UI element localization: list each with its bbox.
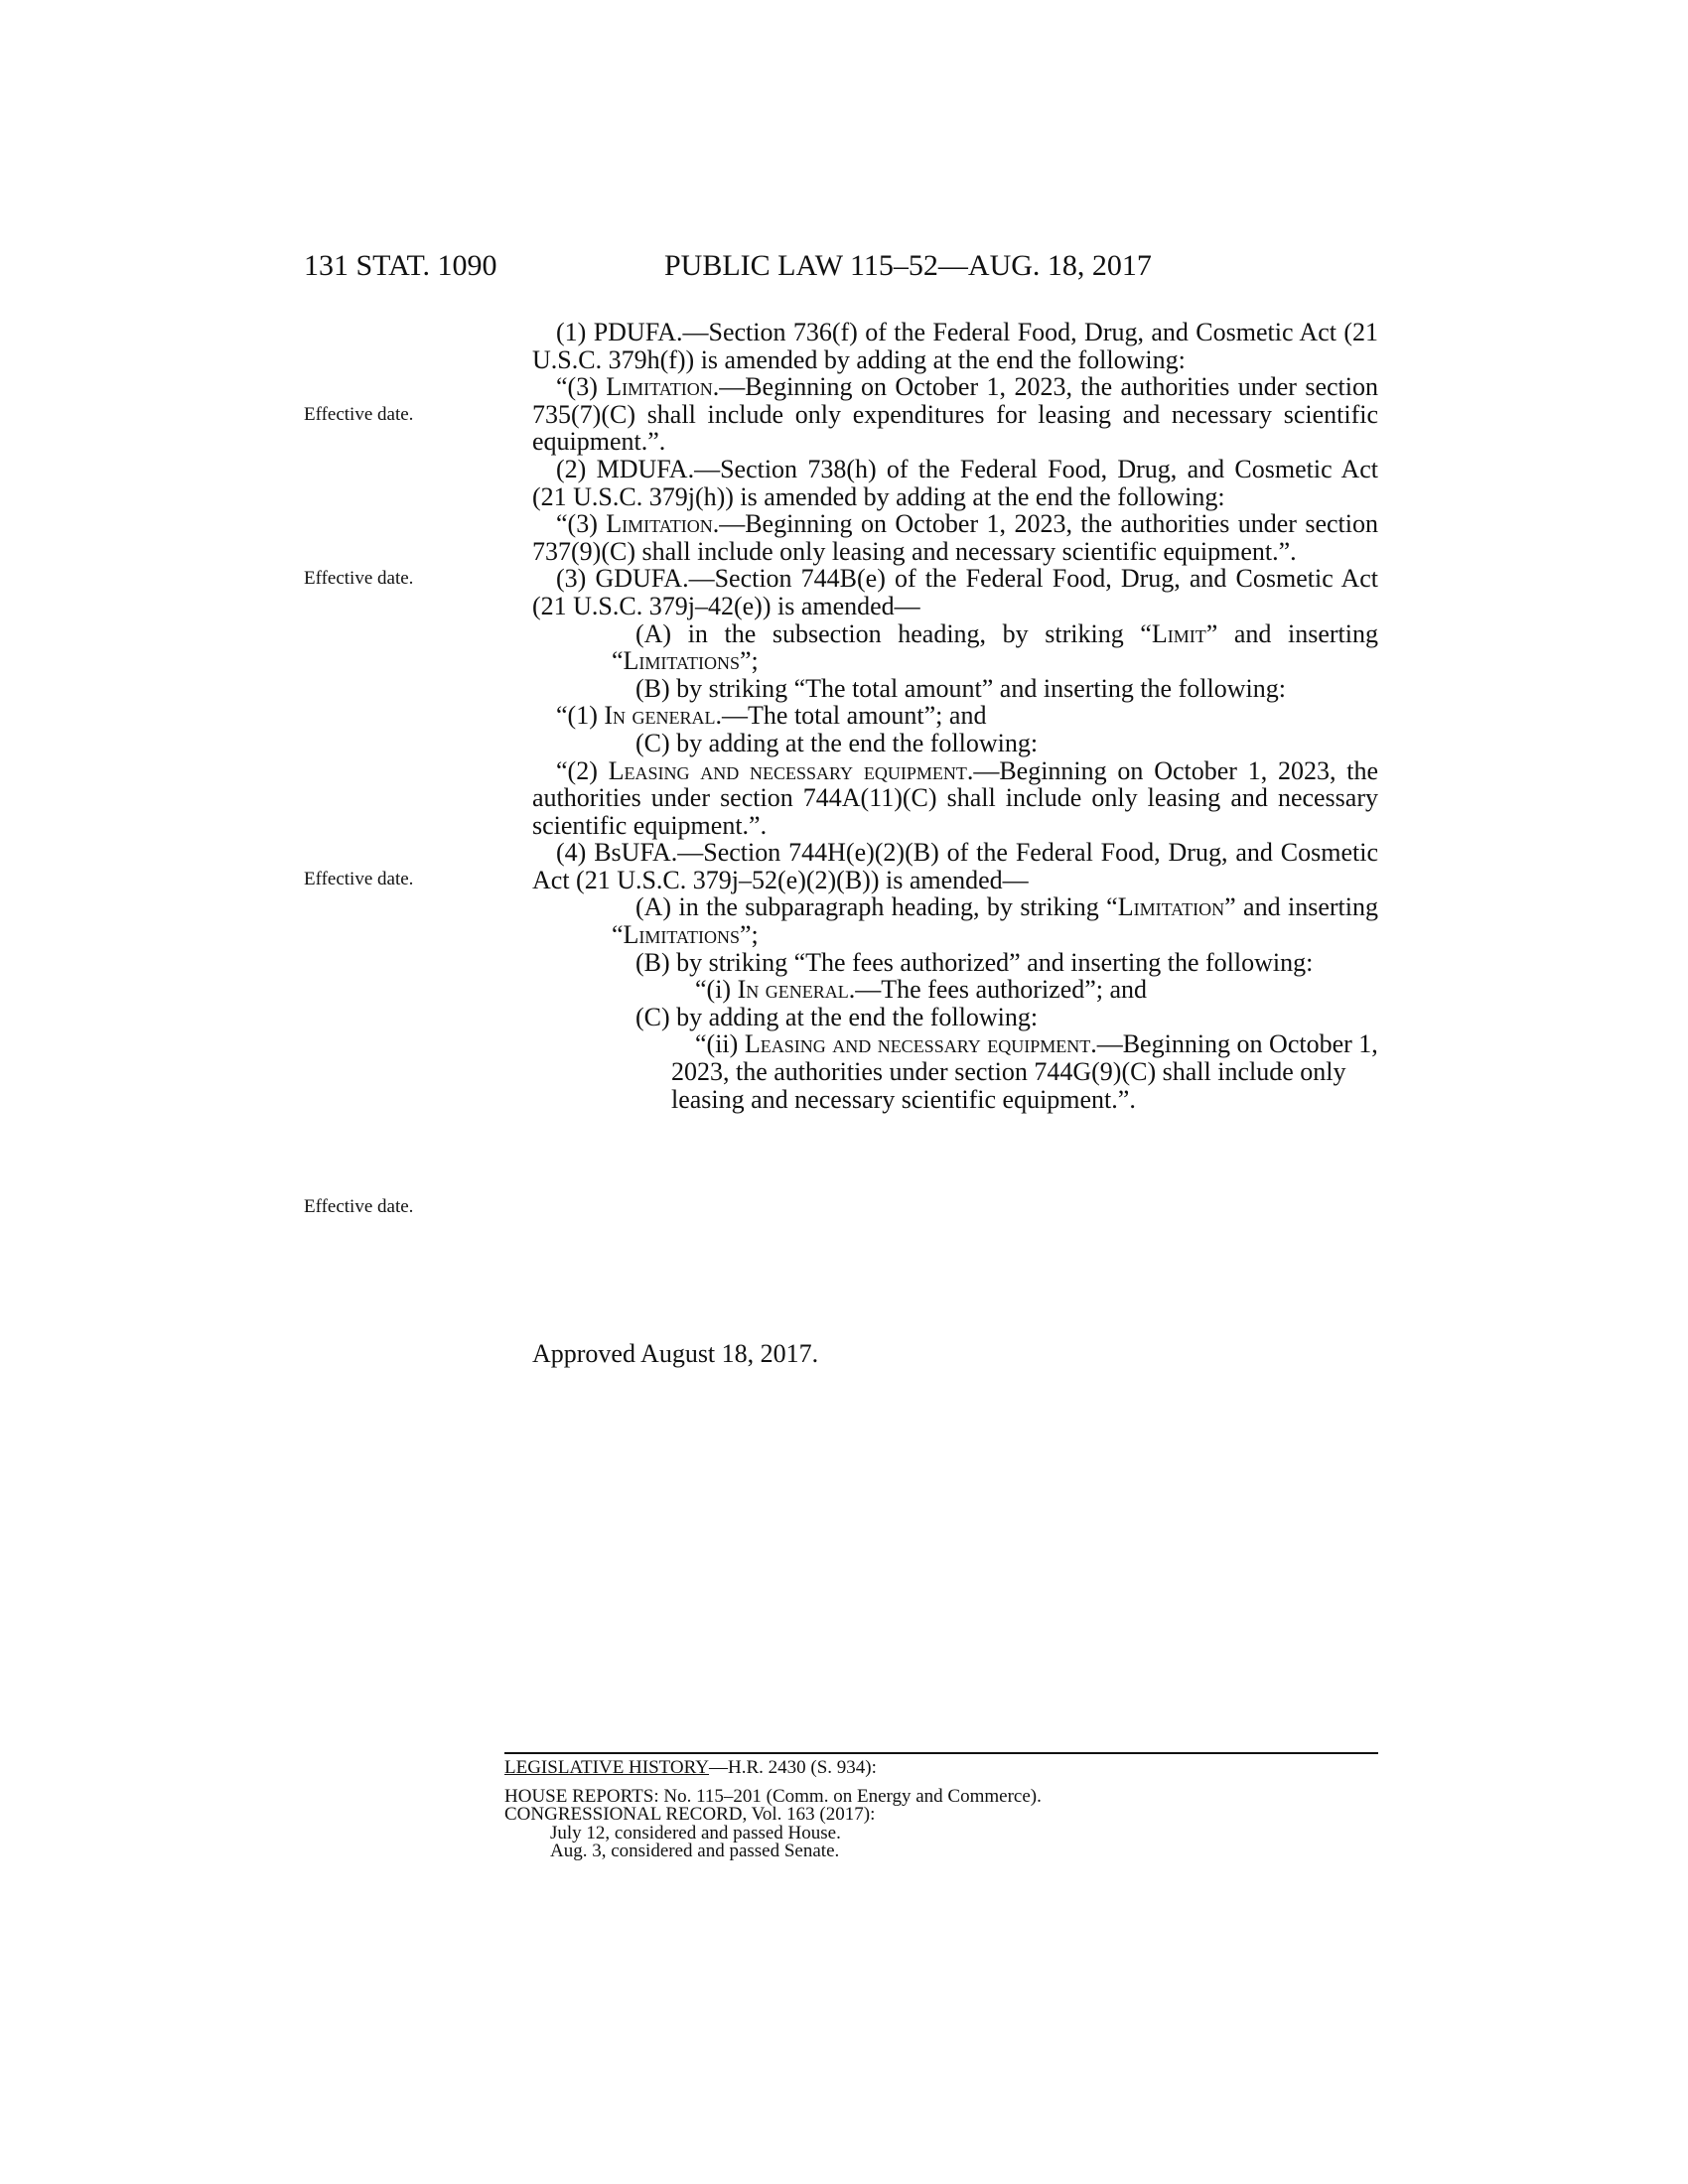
margin-note-effective-date: Effective date. bbox=[304, 1196, 414, 1217]
legislative-history bbox=[504, 1759, 1378, 1861]
running-head bbox=[304, 246, 1380, 286]
page-title: PUBLIC LAW 115–52—AUG. 18, 2017 bbox=[664, 249, 1152, 282]
margin-note-effective-date: Effective date. bbox=[304, 404, 414, 425]
paragraph-pdufa: (1) PDUFA.—Section 736(f) of the Federal Food, Drug, and Cosmetic Act (21 U.S.C. 379h(f)) is amended by adding at the end the following: bbox=[532, 318, 1378, 374]
subparagraph-bsufa-c: (C) by adding at the end the following: bbox=[635, 1002, 1039, 1031]
paragraph-gdufa-in-general: “(1) In general.—The total amount”; and bbox=[556, 701, 987, 731]
subparagraph-bsufa-a: (A) in the subparagraph heading, by striking “Limitation” and inserting “Limitations”; bbox=[612, 892, 1378, 950]
paragraph-mdufa-limitation: “(3) Limitation.—Beginning on October 1, 2023, the authorities under section 737(9)(C) shall include only leasing and necessary scientific equipment.”. bbox=[532, 509, 1378, 566]
record-entry: Aug. 3, considered and passed Senate. bbox=[550, 1841, 840, 1861]
stat-reference: 131 STAT. 1090 bbox=[304, 249, 497, 282]
paragraph-pdufa-limitation: “(3) Limitation.—Beginning on October 1, 2023, the authorities under section 735(7)(C) shall include only expenditures for leasing and necessary scientific equipment.”. bbox=[532, 372, 1378, 457]
congressional-record: CONGRESSIONAL RECORD, Vol. 163 (2017): bbox=[504, 1804, 876, 1825]
subparagraph-gdufa-b: (B) by striking “The total amount” and inserting the following: bbox=[635, 673, 1286, 703]
approval-date: Approved August 18, 2017. bbox=[532, 1339, 819, 1368]
subparagraph-gdufa-c: (C) by adding at the end the following: bbox=[635, 728, 1039, 757]
margin-note-effective-date: Effective date. bbox=[304, 869, 414, 889]
house-reports: HOUSE REPORTS: No. 115–201 (Comm. on Energy and Commerce). bbox=[504, 1785, 1042, 1807]
paragraph-gdufa: (3) GDUFA.—Section 744B(e) of the Federal Food, Drug, and Cosmetic Act (21 U.S.C. 379j–42(e)) is amended— bbox=[532, 564, 1378, 620]
legislative-history-heading: LEGISLATIVE HISTORY—H.R. 2430 (S. 934): bbox=[504, 1757, 877, 1778]
clause-bsufa-leasing: “(ii) Leasing and necessary equipment.—Beginning on October 1, 2023, the authorities under section 744G(9)(C) shall include only leasing and necessary scientific equipment.”. bbox=[671, 1029, 1378, 1114]
paragraph-gdufa-leasing: “(2) Leasing and necessary equipment.—Beginning on October 1, 2023, the authorities under section 744A(11)(C) shall include only leasing and necessary scientific equipment.”. bbox=[532, 755, 1378, 840]
record-entry: July 12, considered and passed House. bbox=[550, 1822, 841, 1843]
paragraph-bsufa: (4) BsUFA.—Section 744H(e)(2)(B) of the Federal Food, Drug, and Cosmetic Act (21 U.S.C. 379j–52(e)(2)(B)) is amended— bbox=[532, 838, 1378, 894]
paragraph-mdufa: (2) MDUFA.—Section 738(h) of the Federal Food, Drug, and Cosmetic Act (21 U.S.C. 379j(h)) is amended by adding at the end the following: bbox=[532, 454, 1378, 511]
subparagraph-bsufa-b: (B) by striking “The fees authorized” and inserting the following: bbox=[635, 947, 1314, 977]
clause-bsufa-in-general: “(i) In general.—The fees authorized”; and bbox=[695, 975, 1148, 1005]
margin-note-effective-date: Effective date. bbox=[304, 568, 414, 589]
statute-body bbox=[532, 319, 1378, 1113]
legislative-history-rule bbox=[504, 1752, 1378, 1754]
subparagraph-gdufa-a: (A) in the subsection heading, by striking “Limit” and inserting “Limitations”; bbox=[612, 618, 1378, 676]
